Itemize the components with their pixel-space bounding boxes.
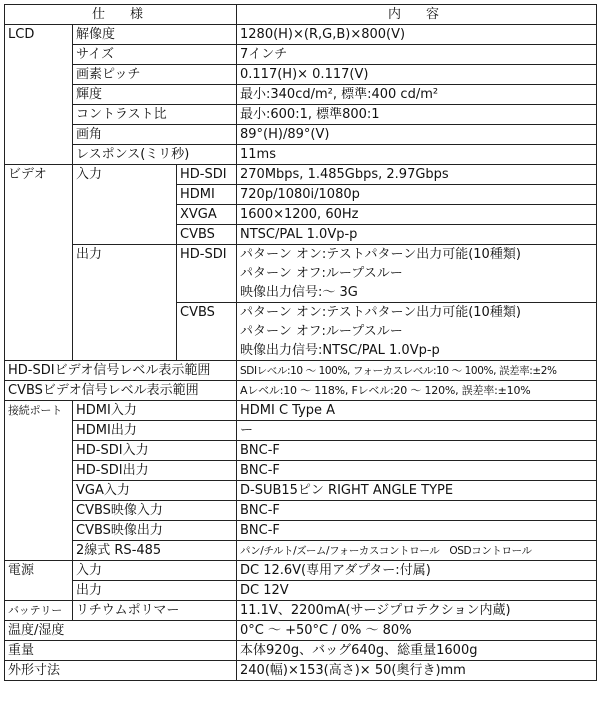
row-label: 温度/湿度 (5, 621, 237, 641)
table-row (5, 381, 597, 401)
category-battery: バッテリー (5, 601, 73, 621)
table-row (5, 641, 597, 661)
header-content: 内 容 (237, 5, 597, 25)
category-video: ビデオ (5, 165, 73, 361)
signal-type: CVBS (177, 303, 237, 361)
signal-type: HD-SDI (177, 165, 237, 185)
table-row (5, 125, 597, 145)
row-value: 0°C ～ +50°C / 0% ～ 80% (237, 621, 597, 641)
row-value: 映像出力信号:NTSC/PAL 1.0Vp-p (237, 341, 597, 361)
row-value: D-SUB15ピン RIGHT ANGLE TYPE (237, 481, 597, 501)
header-spec: 仕 様 (5, 5, 237, 25)
table-row (5, 421, 597, 441)
table-row (5, 621, 597, 641)
video-input-label: 入力 (73, 165, 177, 245)
table-row (5, 401, 597, 421)
row-value: DC 12V (237, 581, 597, 601)
table-row (5, 581, 597, 601)
row-label: 輝度 (73, 85, 237, 105)
row-label: CVBS映像出力 (73, 521, 237, 541)
row-label: 2線式 RS-485 (73, 541, 237, 561)
row-value: 7インチ (237, 45, 597, 65)
table-row (5, 441, 597, 461)
row-value: ー (237, 421, 597, 441)
row-value: パターン オン:テストパターン出力可能(10種類) (237, 245, 597, 265)
row-value: HDMI C Type A (237, 401, 597, 421)
row-label: HDMI入力 (73, 401, 237, 421)
category-ports: 接続ポート (5, 401, 73, 561)
table-row (5, 501, 597, 521)
row-value: パン/チルト/ズーム/フォーカスコントロール OSDコントロール (237, 541, 597, 561)
row-label: CVBS映像入力 (73, 501, 237, 521)
row-value: 270Mbps, 1.485Gbps, 2.97Gbps (237, 165, 597, 185)
table-row (5, 165, 597, 185)
table-row (5, 521, 597, 541)
category-power: 電源 (5, 561, 73, 601)
row-label: HD-SDI入力 (73, 441, 237, 461)
category-lcd: LCD (5, 25, 73, 165)
row-label: HDMI出力 (73, 421, 237, 441)
row-value: 最小:340cd/m², 標準:400 cd/m² (237, 85, 597, 105)
row-label: 外形寸法 (5, 661, 237, 681)
table-row (5, 25, 597, 45)
row-value: 11.1V、2200mA(サージプロテクション内蔵) (237, 601, 597, 621)
table-row (5, 541, 597, 561)
row-label: レスポンス(ミリ秒) (73, 145, 237, 165)
row-value: 240(幅)×153(高さ)× 50(奥行き)mm (237, 661, 597, 681)
row-value: パターン オフ:ループスルー (237, 322, 597, 341)
row-label: 出力 (73, 581, 237, 601)
row-label: 画素ピッチ (73, 65, 237, 85)
row-label: サイズ (73, 45, 237, 65)
signal-type: HD-SDI (177, 245, 237, 303)
row-label: CVBSビデオ信号レベル表示範囲 (5, 381, 237, 401)
table-row (5, 601, 597, 621)
signal-type: XVGA (177, 205, 237, 225)
row-value: BNC-F (237, 501, 597, 521)
row-value: 1600×1200, 60Hz (237, 205, 597, 225)
row-value: Aレベル:10 ～ 118%, Fレベル:20 ～ 120%, 誤差率:±10% (237, 381, 597, 401)
row-value: BNC-F (237, 521, 597, 541)
row-value: 89°(H)/89°(V) (237, 125, 597, 145)
row-value: 最小:600:1, 標準800:1 (237, 105, 597, 125)
row-value: 1280(H)×(R,G,B)×800(V) (237, 25, 597, 45)
row-value: パターン オフ:ループスルー (237, 264, 597, 283)
row-value: 0.117(H)× 0.117(V) (237, 65, 597, 85)
table-row (5, 85, 597, 105)
row-value: SDIレベル:10 ～ 100%, フォーカスレベル:10 ～ 100%, 誤差率:±2% (237, 361, 597, 381)
table-row (5, 661, 597, 681)
table-row (5, 481, 597, 501)
table-row (5, 561, 597, 581)
row-value: BNC-F (237, 441, 597, 461)
row-value: BNC-F (237, 461, 597, 481)
table-row (5, 145, 597, 165)
row-label: HD-SDIビデオ信号レベル表示範囲 (5, 361, 237, 381)
video-output-label: 出力 (73, 245, 177, 361)
table-row (5, 105, 597, 125)
row-value: 本体920g、バッグ640g、総重量1600g (237, 641, 597, 661)
row-value: DC 12.6V(専用アダプター:付属) (237, 561, 597, 581)
table-row (5, 65, 597, 85)
row-label: HD-SDI出力 (73, 461, 237, 481)
table-row (5, 245, 597, 265)
signal-type: HDMI (177, 185, 237, 205)
table-header-row (5, 5, 597, 25)
row-value: NTSC/PAL 1.0Vp-p (237, 225, 597, 245)
row-label: コントラスト比 (73, 105, 237, 125)
row-label: リチウムポリマー (73, 601, 237, 621)
spec-table (4, 4, 597, 681)
signal-type: CVBS (177, 225, 237, 245)
row-label: 入力 (73, 561, 237, 581)
table-row (5, 45, 597, 65)
table-row (5, 461, 597, 481)
row-label: 解像度 (73, 25, 237, 45)
row-value: 11ms (237, 145, 597, 165)
table-row (5, 361, 597, 381)
row-value: 720p/1080i/1080p (237, 185, 597, 205)
row-value: 映像出力信号:～ 3G (237, 283, 597, 303)
row-label: 画角 (73, 125, 237, 145)
row-label: 重量 (5, 641, 237, 661)
row-value: パターン オン:テストパターン出力可能(10種類) (237, 303, 597, 323)
row-label: VGA入力 (73, 481, 237, 501)
